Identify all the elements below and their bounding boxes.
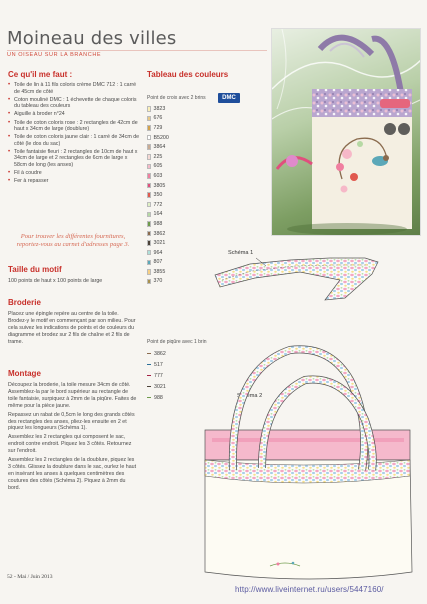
montage-paragraph: Assemblez les 2 rectangles de la doublure, piquez les 3 côtés. Glissez la doublure dans le sac, ourlez le haut en insérant les anses à quelques centimètres des coutures des côtés (Schéma 2). Piquez à 2mm du bord. <box>8 457 137 491</box>
backstitch-heading: Point de piqûre avec 1 brin <box>147 339 207 345</box>
list-item: • Fil à coudre <box>8 170 140 177</box>
motif-size-heading: Taille du motif <box>8 265 62 274</box>
color-code: 225 <box>153 153 163 160</box>
list-item: • Toile de coton coloris rose : 2 rectangles de 42cm de haut x 34cm de large (doublure) <box>8 120 140 133</box>
color-code: 3855 <box>153 268 166 275</box>
color-code: 988 <box>153 220 163 227</box>
supplies-note: Pour trouver les différentes fournitures, reportez-vous au carnet d'adresses page 3. <box>16 233 130 248</box>
color-code: 164 <box>153 211 163 218</box>
color-code: 603 <box>153 172 163 179</box>
watermark-url: http://www.liveinternet.ru/users/5447160/ <box>235 585 384 594</box>
schema1-strap-diagram <box>215 258 378 300</box>
backstitch-code: 988 <box>154 394 163 401</box>
color-code: 676 <box>153 115 163 122</box>
color-code: 3862 <box>153 230 166 237</box>
color-code: 3823 <box>153 105 166 112</box>
montage-heading: Montage <box>8 369 41 378</box>
cross-stitch-subheading: Point de croix avec 2 brins <box>147 95 206 101</box>
color-code: 772 <box>153 201 163 208</box>
list-item: • Fer à repasser <box>8 178 140 185</box>
backstitch-code: 3021 <box>154 383 166 390</box>
page-footer: 52 - Mai / Juin 2013 <box>7 574 53 580</box>
list-item: • Toile de coton coloris jaune clair : 1 carré de 34cm de côté (le dos du sac) <box>8 134 140 147</box>
motif-size-text: 100 points de haut x 100 points de large <box>8 278 103 284</box>
color-code: 3021 <box>153 240 166 247</box>
colors-heading: Tableau des couleurs <box>147 70 229 79</box>
dmc-logo: DMC <box>218 93 240 103</box>
schema2-label: Schéma 2 <box>237 393 263 399</box>
montage-paragraph: Découpez la broderie, la toile mesure 34cm de côté. Assemblez-la par le bord supérieur au rectangle de toile fantaisie, surpiquez à 2mm de la piqûre. Faites de même pour la pièce jaune. <box>8 382 137 409</box>
color-code: B5200 <box>153 134 169 141</box>
backstitch-code: 517 <box>154 361 163 368</box>
list-item: • Toile fantaisie fleuri : 2 rectangles de 10cm de haut x 34cm de large et 2 rectangles de 6cm de large x 58cm de long (les anses) <box>8 149 140 169</box>
color-code: 964 <box>153 249 163 256</box>
backstitch-code: 3862 <box>154 350 166 357</box>
color-code: 3805 <box>153 182 166 189</box>
list-item: • Aiguille à broder n°24 <box>8 111 140 118</box>
materials-heading: Ce qu'il me faut : <box>8 70 73 79</box>
broderie-heading: Broderie <box>8 298 41 307</box>
page-title: Moineau des villes <box>7 28 177 49</box>
broderie-text: Placez une épingle repère au centre de la toile. Brodez-y le motif en commençant par son milieu. Pour cela suivez les indications de points et de couleurs du diagramme et brodez sur 2 fils de chaîne et 2 fils de trame. <box>8 311 136 345</box>
color-code: 370 <box>153 278 163 285</box>
list-item: • Toile de lin à 11 fils coloris crème DMC 712 : 1 carré de 45cm de côté <box>8 82 140 95</box>
page-subtitle: UN OISEAU SUR LA BRANCHE <box>7 52 102 58</box>
color-code: 3864 <box>153 144 166 151</box>
backstitch-code: 777 <box>154 372 163 379</box>
schema1-label: Schéma 1 <box>228 250 254 256</box>
color-code: 729 <box>153 124 163 131</box>
schema2-bag-diagram <box>205 349 412 579</box>
montage-paragraph: Repassez un rabat de 0,5cm le long des grands côtés des rectangles des anses, pliez-les ensuite en 2 et piquez les longueurs (Schéma 1). <box>8 411 135 432</box>
list-item: • Coton mouliné DMC : 1 échevette de chaque coloris du tableau des couleurs <box>8 97 140 110</box>
montage-paragraph: Assemblez les 2 rectangles qui composent le sac, endroit contre endroit. Piquez les 3 côtés. Retournez sur l'endroit. <box>8 434 132 455</box>
color-code: 807 <box>153 259 163 266</box>
color-code: 605 <box>153 163 163 170</box>
color-code: 350 <box>153 192 163 199</box>
